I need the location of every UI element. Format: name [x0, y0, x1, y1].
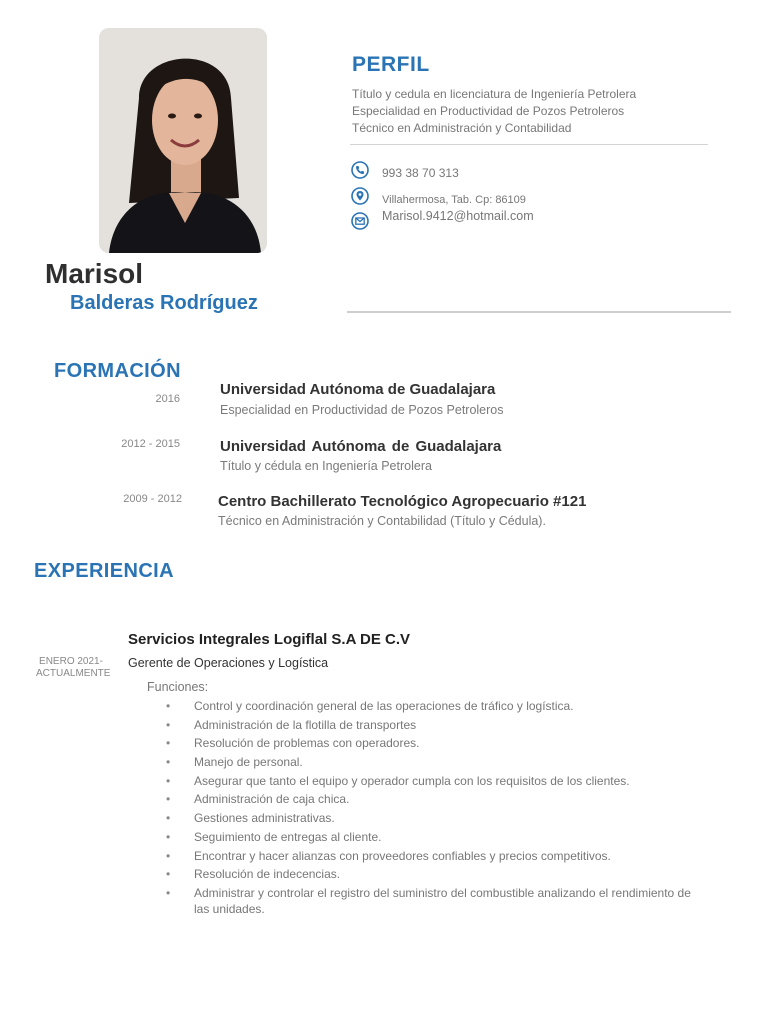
job-company: Servicios Integrales Logiflal S.A DE C.V	[128, 631, 411, 648]
list-item: • Administrar y controlar el registro del suministro del combustible analizando el rendimiento de las unidades.	[166, 885, 706, 917]
education-year: 2016	[155, 393, 180, 405]
job-period-end: ACTUALMENTE	[36, 668, 111, 679]
divider	[347, 311, 731, 313]
education-school: Centro Bachillerato Tecnológico Agropecuario #121	[218, 493, 587, 510]
first-name: Marisol	[45, 258, 144, 289]
email-icon	[351, 212, 369, 230]
job-period	[36, 656, 111, 680]
education-year: 2009 - 2012	[123, 493, 182, 505]
location-icon	[351, 187, 369, 205]
job-functions-label: Funciones:	[147, 680, 209, 694]
perfil-line: Título y cedula en licenciatura de Ingeniería Petrolera	[352, 87, 637, 101]
education-detail: Especialidad en Productividad de Pozos Petroleros	[220, 403, 504, 417]
experiencia-heading: EXPERIENCIA	[34, 560, 174, 582]
address-text: Villahermosa, Tab. Cp: 86109	[382, 194, 526, 206]
perfil-line: Especialidad en Productividad de Pozos Petroleros	[352, 104, 625, 118]
education-detail: Técnico en Administración y Contabilidad (Título y Cédula).	[218, 514, 546, 528]
list-item: • Resolución de indecencias.	[166, 866, 706, 882]
list-item: • Manejo de personal.	[166, 754, 706, 770]
email-text: Marisol.9412@hotmail.com	[382, 209, 534, 223]
list-item: • Administración de caja chica.	[166, 791, 706, 807]
list-item: • Gestiones administrativas.	[166, 810, 706, 826]
list-item: • Asegurar que tanto el equipo y operador cumpla con los requisitos de los clientes.	[166, 773, 706, 789]
education-detail: Título y cédula en Ingeniería Petrolera	[220, 459, 432, 473]
list-item: • Control y coordinación general de las operaciones de tráfico y logística.	[166, 698, 706, 714]
list-item: • Resolución de problemas con operadores.	[166, 735, 706, 751]
divider	[350, 144, 708, 145]
profile-photo	[99, 28, 267, 253]
list-item: • Encontrar y hacer alianzas con proveedores confiables y precios competitivos.	[166, 848, 706, 864]
phone-icon	[351, 161, 369, 179]
phone-text: 993 38 70 313	[382, 166, 459, 180]
formacion-heading: FORMACIÓN	[54, 360, 181, 382]
job-period-start: ENERO 2021-	[39, 656, 103, 667]
list-item: • Administración de la flotilla de transportes	[166, 717, 706, 733]
job-role: Gerente de Operaciones y Logística	[128, 656, 329, 670]
perfil-summary	[352, 86, 636, 137]
education-year: 2012 - 2015	[121, 438, 180, 450]
job-duties-list	[166, 698, 706, 920]
last-name: Balderas Rodríguez	[70, 292, 258, 314]
perfil-heading: PERFIL	[352, 53, 430, 76]
perfil-line: Técnico en Administración y Contabilidad	[352, 121, 572, 135]
education-school: Universidad Autónoma de Guadalajara	[220, 381, 496, 398]
profile-photo-illustration	[99, 28, 267, 253]
education-school: Universidad Autónoma de Guadalajara	[220, 438, 502, 455]
list-item: • Seguimiento de entregas al cliente.	[166, 829, 706, 845]
